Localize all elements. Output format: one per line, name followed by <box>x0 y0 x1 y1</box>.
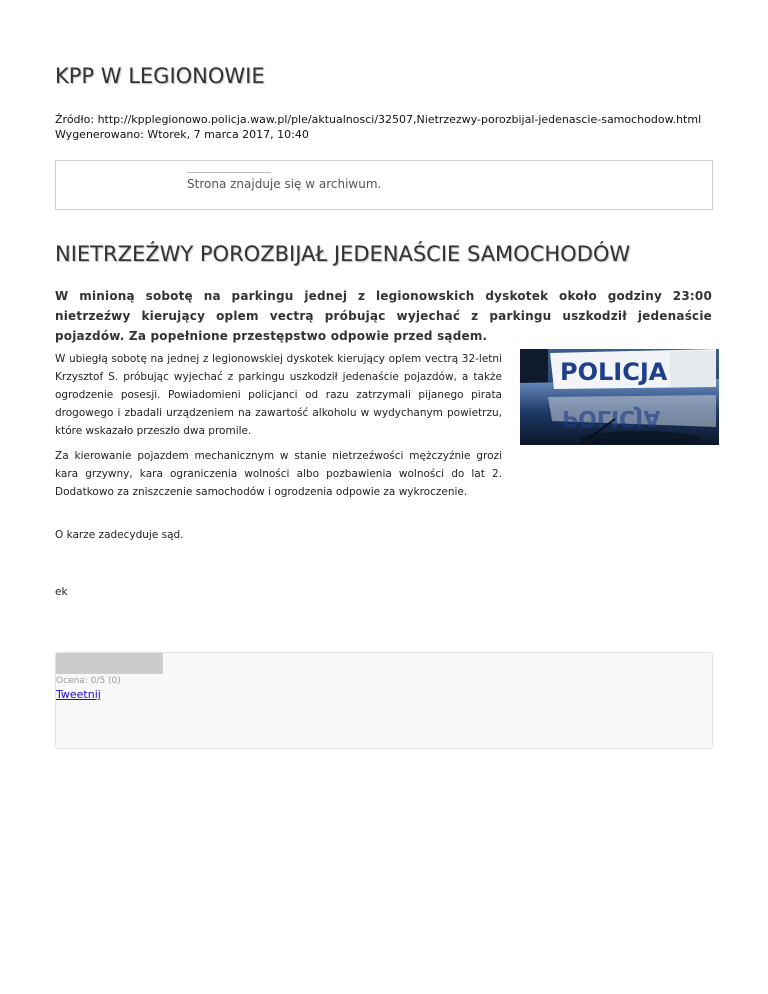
archive-divider <box>187 172 271 173</box>
police-car-image <box>520 349 719 445</box>
article-title: NIETRZEŹWY POROZBIJAŁ JEDENAŚCIE SAMOCHODÓW <box>55 242 631 266</box>
generated-line: Wygenerowano: Wtorek, 7 marca 2017, 10:40 <box>55 128 309 141</box>
rating-text: Ocena: 0/5 (0) <box>56 676 121 686</box>
article-lead: W minioną sobotę na parkingu jednej z legionowskich dyskotek około godziny 23:00 nietrzeźwy kierujący oplem vectrą próbując wyjechać z parkingu uszkodził jedenaście pojazdów. Za popełnione przestępstwo odpowie przed sądem. <box>55 289 712 343</box>
rating-box <box>55 652 713 749</box>
police-sign: POLICJA <box>560 358 668 386</box>
article-paragraph: O karze zadecyduje sąd. <box>55 529 184 541</box>
archive-notice-box <box>55 160 713 210</box>
article-signature: ek <box>55 586 68 598</box>
site-title: KPP W LEGIONOWIE <box>55 64 265 88</box>
source-line: Źródło: http://kpplegionowo.policja.waw.pl/ple/aktualnosci/32507,Nietrzezwy-porozbijal-jedenascie-samochodow.html <box>55 113 702 126</box>
tweet-link[interactable]: Tweetnij <box>56 688 101 701</box>
police-car-photo <box>520 349 719 445</box>
svg-text:POLICJA: POLICJA <box>562 405 661 430</box>
article-paragraph: W ubiegłą sobotę na jednej z legionowskiej dyskotek kierujący oplem vectrą 32-letni Krzysztof S. próbując wyjechać z parkingu uszkodził jedenaście pojazdów, a także ogrodzenie posesji. Powiadomieni policjanci od razu zatrzymali pijanego pirata drogowego i zbadali urządzeniem na zawartość alkoholu w wydychanym powietrzu, które wskazało przeszło dwa promile. <box>55 353 502 437</box>
archive-notice: Strona znajduje się w archiwum. <box>187 177 382 191</box>
article-paragraph: Za kierowanie pojazdem mechanicznym w stanie nietrzeźwości mężczyźnie grozi kara grzywny, kara ograniczenia wolności albo pozbawienia wolności do lat 2. Dodatkowo za zniszczenie samochodów i ogrodzenia odpowie za wykroczenie. <box>55 450 502 498</box>
rating-stars[interactable] <box>56 653 163 674</box>
print-meta <box>55 112 701 142</box>
